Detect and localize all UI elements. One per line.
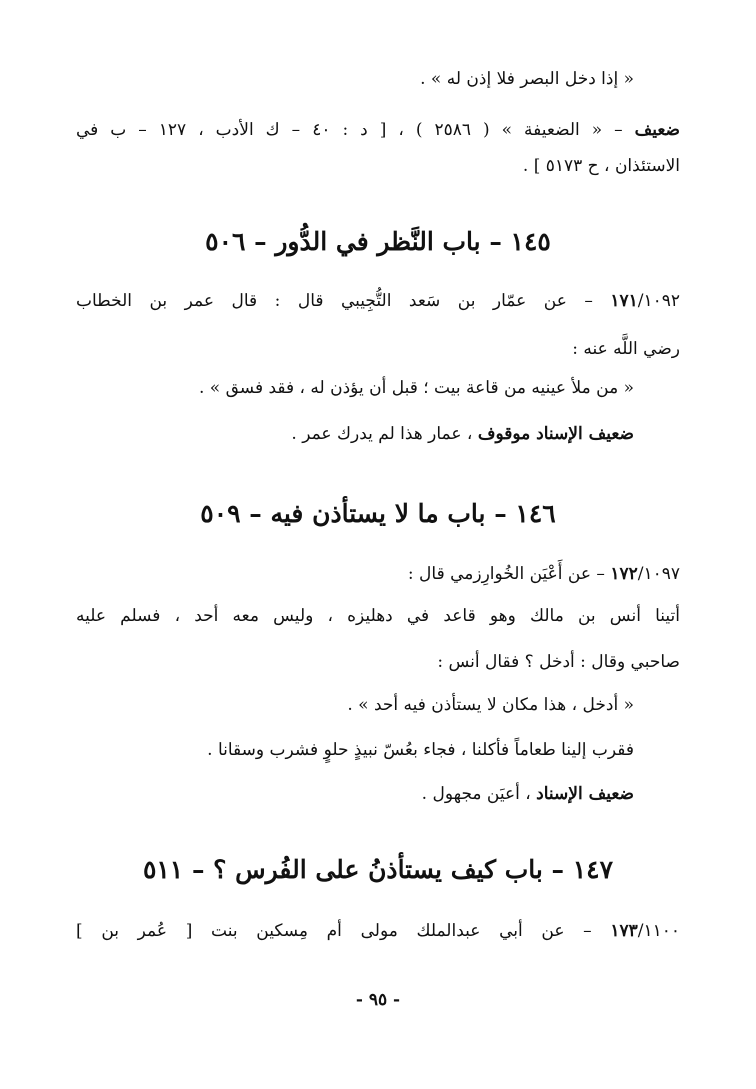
hadith-173-line1 <box>76 918 680 944</box>
grade-text: – « الضعيفة » ( ٢٥٨٦ ) ، [ د : ٤٠ – ك الأدب ، ١٢٧ – ب في <box>76 120 635 140</box>
hadith-172-line1 <box>76 561 680 587</box>
page-number: - ٩٥ - <box>355 990 401 1010</box>
hadith-number: ١٧١ <box>610 291 638 311</box>
hadith-grade <box>76 117 680 143</box>
grade-text: ، أعيَن مجهول . <box>421 784 537 804</box>
hadith-text: /١٠٩٧ – عن أَعْيَن الخُوارِزمي قال : <box>407 564 680 584</box>
hadith-171-quote: « من ملأ عينيه من قاعة بيت ؛ قبل أن يؤذن له ، فقد فسق » . <box>199 378 634 398</box>
grade-label: ضعيف الإسناد <box>536 784 634 804</box>
hadith-quote: « إذا دخل البصر فلا إذن له » . <box>420 69 634 89</box>
hadith-171-line2: رضي اللَّه عنه : <box>572 339 680 359</box>
grade-label: ضعيف الإسناد موقوف <box>477 424 634 444</box>
hadith-172-line5: فقرب إلينا طعاماً فأكلنا ، فجاء بعُسّ نبيذٍ حلوٍ فشرب وسقانا . <box>207 740 634 760</box>
chapter-heading-147: ١٤٧ – باب كيف يستأذنُ على الفُرس ؟ – ٥١١ <box>142 855 614 884</box>
hadith-172-grade <box>76 781 634 807</box>
grade-label: ضعيف <box>634 120 680 140</box>
hadith-text: /١٠٩٢ – عن عمّار بن سَعد التُّجِيبي قال : قال عمر بن الخطاب <box>76 291 680 311</box>
hadith-grade-continued: الاستئذان ، ح ٥١٧٣ ] . <box>522 156 680 176</box>
chapter-heading-146: ١٤٦ – باب ما لا يستأذن فيه – ٥٠٩ <box>200 499 556 528</box>
hadith-171-line1 <box>76 288 680 314</box>
grade-text: ، عمار هذا لم يدرك عمر . <box>291 424 478 444</box>
hadith-number: ١٧٣ <box>610 921 638 941</box>
hadith-number: ١٧٢ <box>610 564 638 584</box>
hadith-text: /١١٠٠ – عن أبي عبدالملك مولى أم مِسكين بنت [ عُمر بن ] <box>76 921 680 941</box>
hadith-171-grade <box>76 421 634 447</box>
hadith-172-line3: صاحبي وقال : أدخل ؟ فقال أنس : <box>437 652 680 672</box>
hadith-172-line2: أتينا أنس بن مالك وهو قاعد في دهليزه ، وليس معه أحد ، فسلم عليه <box>76 606 680 626</box>
chapter-heading-145: ١٤٥ – باب النَّظر في الدُّور – ٥٠٦ <box>205 227 551 256</box>
hadith-172-quote: « أدخل ، هذا مكان لا يستأذن فيه أحد » . <box>347 695 634 715</box>
